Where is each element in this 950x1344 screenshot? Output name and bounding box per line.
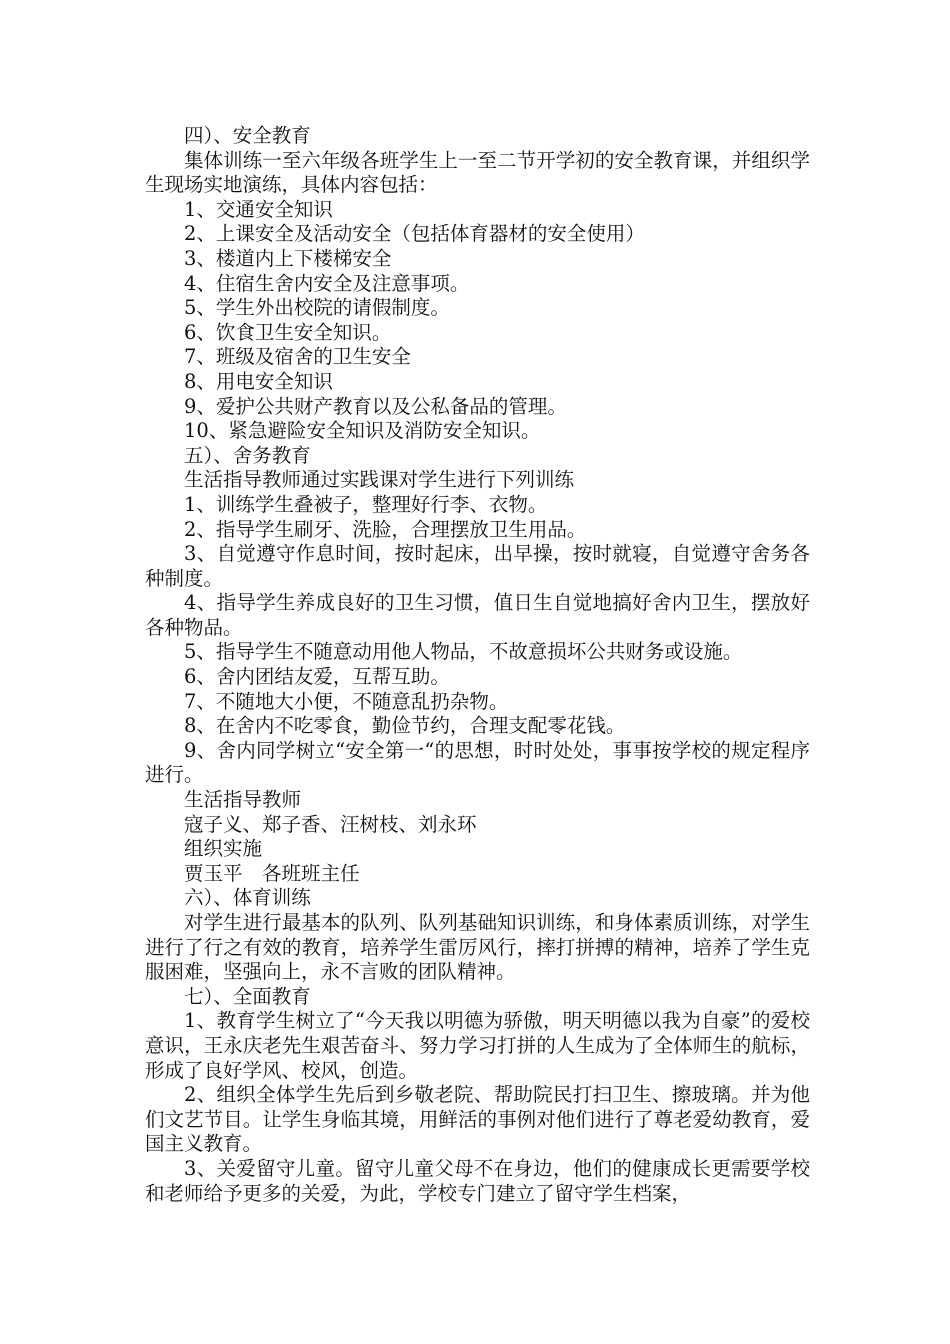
document-body xyxy=(145,124,810,1206)
list-item: 1、训练学生叠被子，整理好行李、衣物。 xyxy=(184,492,548,516)
list-item: 3、楼道内上下楼梯安全 xyxy=(184,246,392,270)
list-item: 6、饮食卫生安全知识。 xyxy=(184,320,392,344)
list-item: 2、上课安全及活动安全（包括体育器材的安全使用） xyxy=(184,222,645,246)
paragraph: 生活指导教师通过实践课对学生进行下列训练 xyxy=(184,468,575,492)
list-item: 3、关爱留守儿童。留守儿童父母不在身边，他们的健康成长更需要学校和老师给予更多的关爱，为此，学校专门建立了留守学生档案， xyxy=(145,1156,810,1205)
list-item: 10、紧急避险安全知识及消防安全知识。 xyxy=(184,419,541,443)
list-item: 5、指导学生不随意动用他人物品，不故意损坏公共财务或设施。 xyxy=(184,640,743,664)
list-item: 5、学生外出校院的请假制度。 xyxy=(184,296,450,320)
list-item: 4、指导学生养成良好的卫生习惯，值日生自觉地搞好舍内卫生，摆放好各种物品。 xyxy=(145,591,810,639)
paragraph: 生活指导教师 xyxy=(184,788,302,812)
list-item: 9、舍内同学树立“安全第一“的思想，时时处处，事事按学校的规定程序进行。 xyxy=(145,738,810,787)
list-item: 2、组织全体学生先后到乡敬老院、帮助院民打扫卫生、擦玻璃。并为他们文艺节目。让学生身临其境，用鲜活的事例对他们进行了尊老爱幼教育，爱国主义教育。 xyxy=(145,1083,810,1156)
section-heading: 六）、体育训练 xyxy=(184,886,311,910)
paragraph: 集体训练一至六年级各班学生上一至二节开学初的安全教育课，并组织学生现场实地演练，具体内容包括： xyxy=(145,148,810,197)
list-item: 2、指导学生刷牙、洗脸，合理摆放卫生用品。 xyxy=(184,517,587,541)
paragraph: 组织实施 xyxy=(184,837,263,861)
section-heading: 五）、舍务教育 xyxy=(184,443,311,467)
list-item: 8、用电安全知识 xyxy=(184,369,333,393)
paragraph: 寇子义、郑子香、汪树枝、刘永环 xyxy=(184,812,477,836)
list-item: 3、自觉遵守作息时间，按时起床，出早操，按时就寝，自觉遵守舍务各种制度。 xyxy=(145,542,810,590)
list-item: 6、舍内团结友爱，互帮互助。 xyxy=(184,665,450,689)
list-item: 1、交通安全知识 xyxy=(184,197,333,221)
paragraph: 对学生进行最基本的队列、队列基础知识训练，和身体素质训练，对学生进行了行之有效的教育，培养学生雷厉风行，摔打拼搏的精神，培养了学生克服困难，坚强向上，永不言败的团队精神。 xyxy=(145,911,810,984)
list-item: 4、住宿生舍内安全及注意事项。 xyxy=(184,271,470,295)
list-item: 8、在舍内不吃零食，勤俭节约，合理支配零花钱。 xyxy=(184,714,626,738)
list-item: 7、不随地大小便，不随意乱扔杂物。 xyxy=(184,689,509,713)
list-item: 9、爱护公共财产教育以及公私备品的管理。 xyxy=(184,394,567,418)
list-item: 1、教育学生树立了“今天我以明德为骄傲，明天明德以我为自豪”的爱校意识，王永庆老先生艰苦奋斗、努力学习打拼的人生成为了全体师生的航标，形成了良好学风、校风，创造。 xyxy=(145,1009,810,1082)
section-heading: 七）、全面教育 xyxy=(184,984,311,1008)
section-heading: 四）、安全教育 xyxy=(184,124,311,147)
list-item: 7、班级及宿舍的卫生安全 xyxy=(184,345,411,369)
paragraph: 贾玉平 各班班主任 xyxy=(184,861,360,885)
